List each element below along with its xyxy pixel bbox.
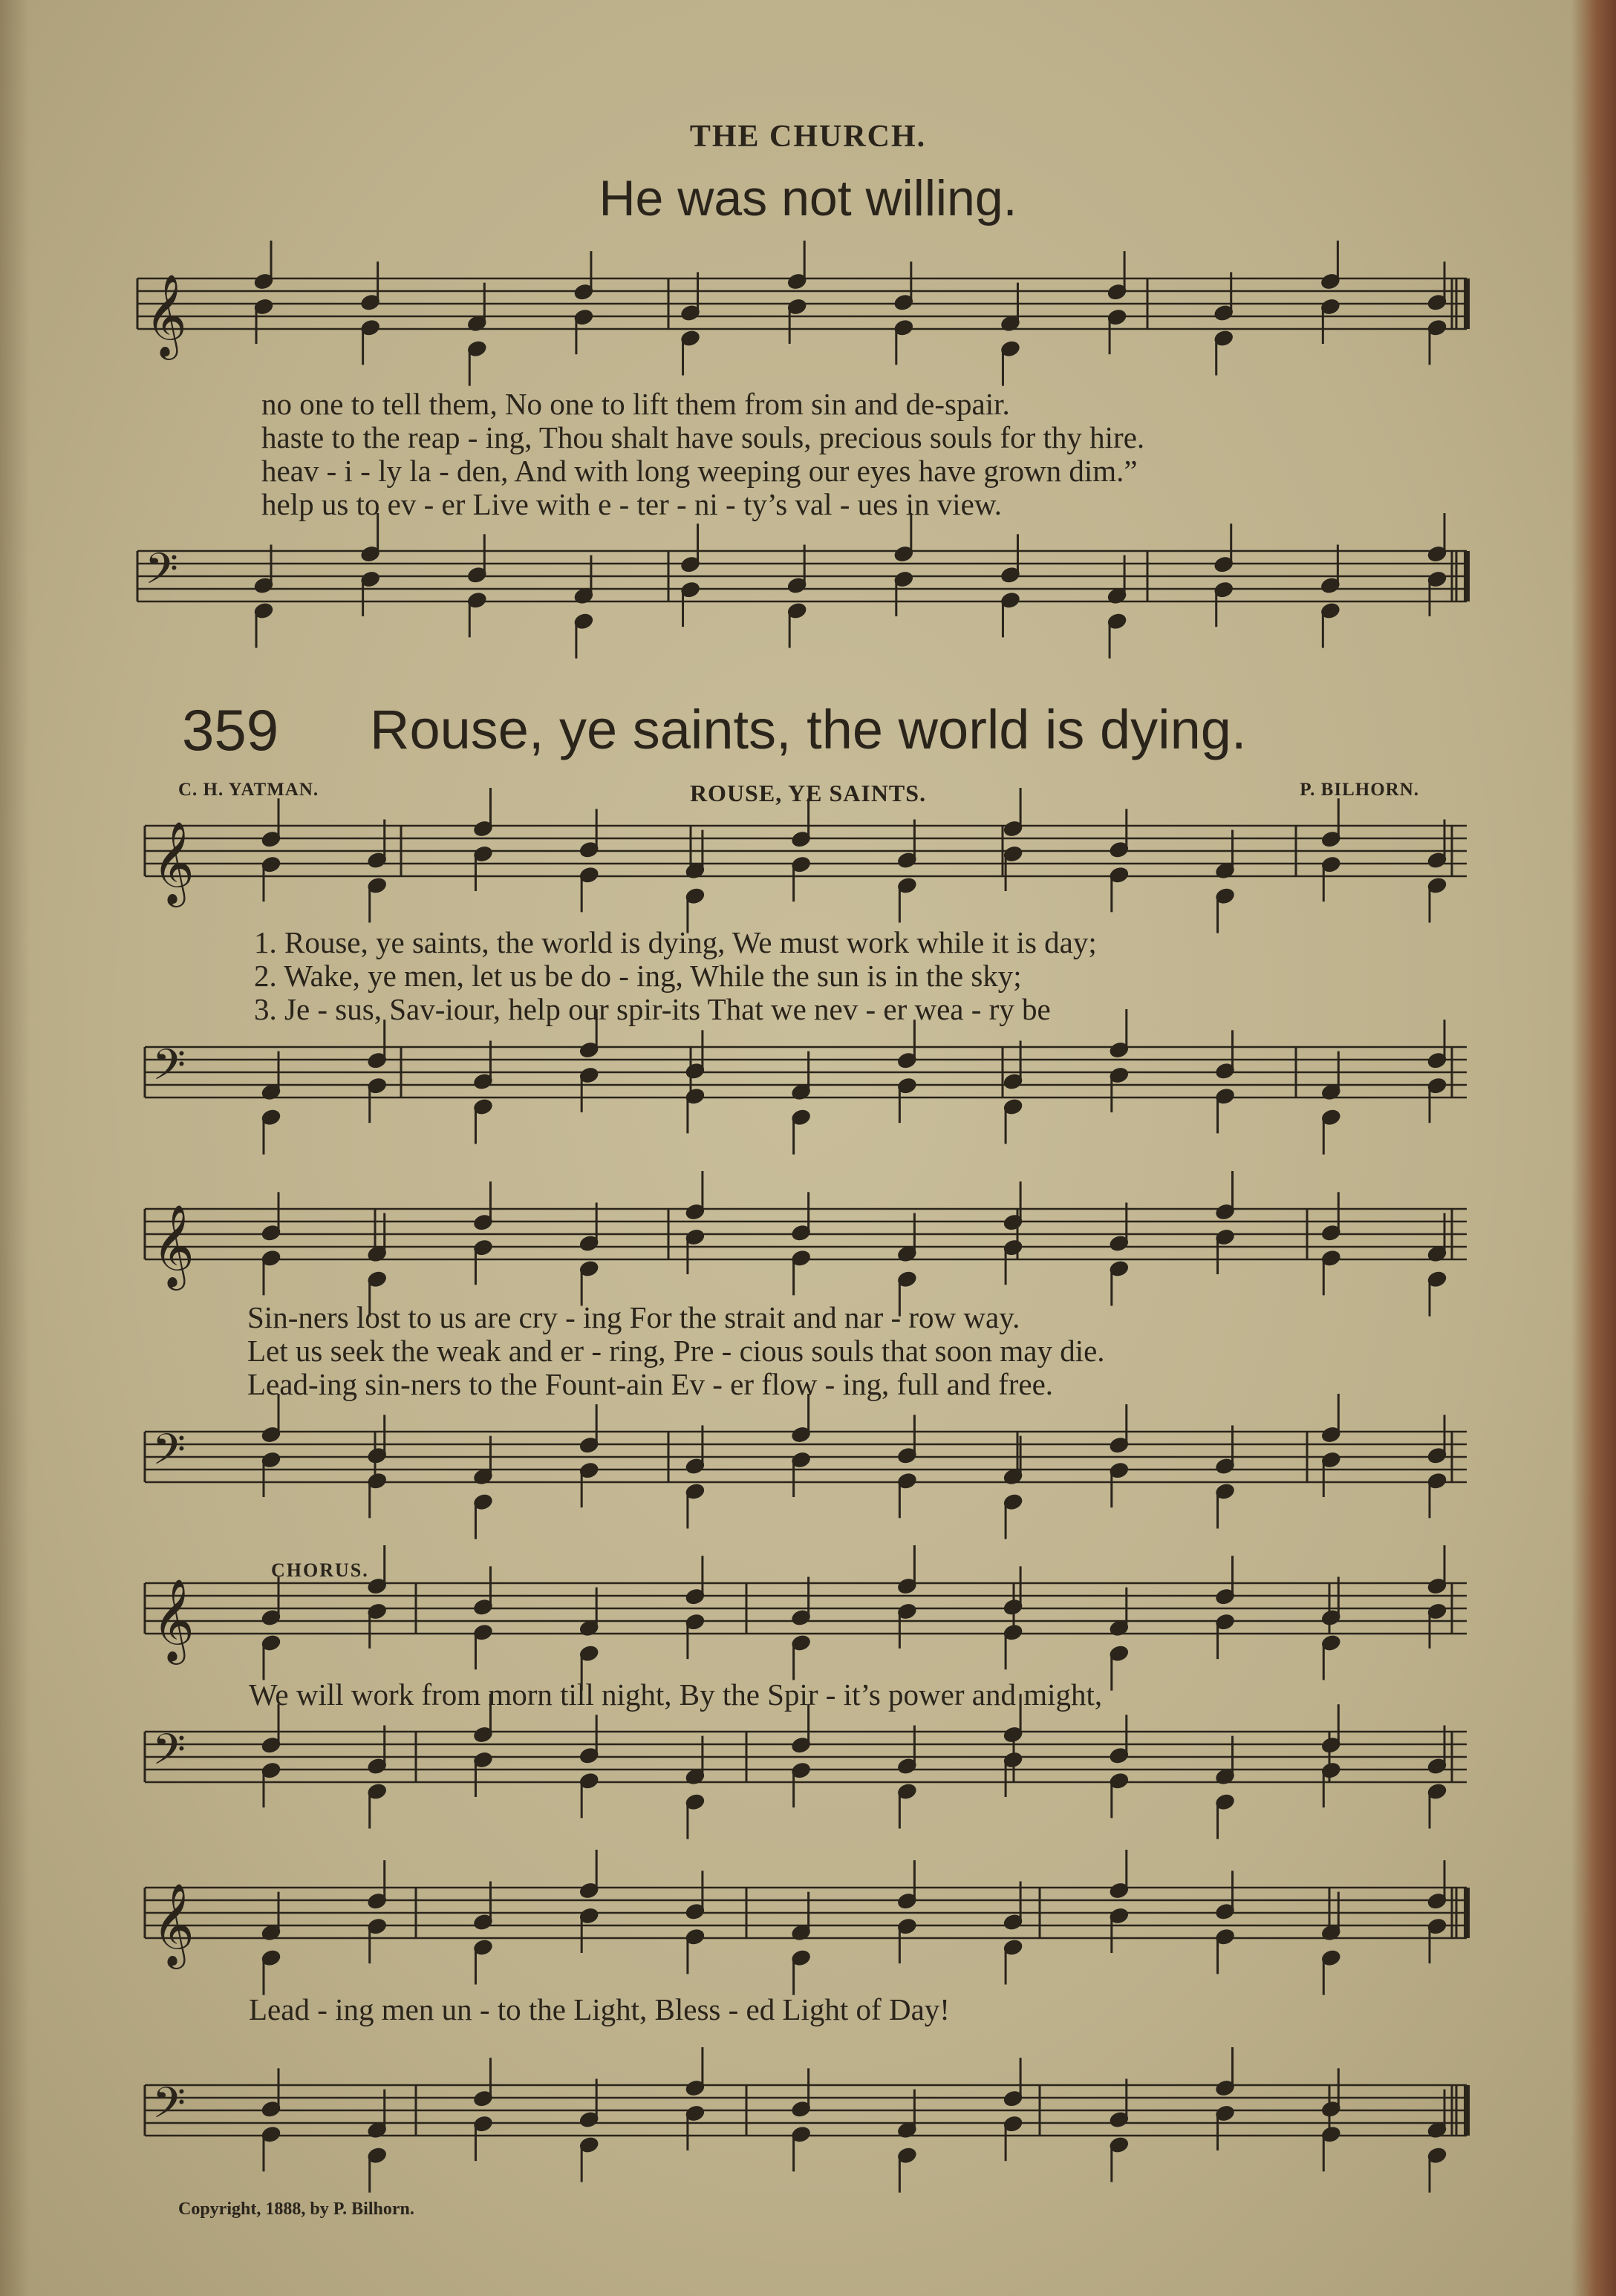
prev-verse-1: no one to tell them, No one to lift them from sin and de-spair.: [261, 387, 1010, 421]
bass-clef-icon: 𝄢: [145, 544, 179, 604]
section-heading: THE CHURCH.: [689, 120, 927, 154]
verse-line-2: 2. Wake, ye men, let us be do - ing, While the sun is in the sky;: [254, 959, 1022, 993]
composer-credit: P. BILHORN.: [1300, 780, 1419, 800]
chorus-label: CHORUS.: [271, 1559, 369, 1581]
previous-hymn-title: He was not willing.: [599, 170, 1017, 226]
verse-line-6: Lead-ing sin-ners to the Fount-ain Ev - er flow - ing, full and free.: [247, 1367, 1054, 1401]
verse-line-3: 3. Je - sus, Sav-iour, help our spir-its That we nev - er wea - ry be: [254, 992, 1051, 1026]
hymn-number: 359: [182, 697, 279, 763]
prev-verse-3: heav - i - ly la - den, And with long weeping our eyes have grown dim.”: [261, 454, 1138, 488]
hymn-title: Rouse, ye saints, the world is dying.: [370, 699, 1247, 760]
chorus-line-2: Lead - ing men un - to the Light, Bless - ed Light of Day!: [249, 1992, 950, 2026]
bass-clef-icon: 𝄢: [152, 1424, 186, 1485]
treble-clef-icon: 𝄞: [152, 821, 195, 904]
bass-clef-icon: 𝄢: [152, 1040, 186, 1100]
verse-line-4: Sin-ners lost to us are cry - ing For the strait and nar - row way.: [247, 1300, 1020, 1334]
bass-clef-icon: 𝄢: [152, 2078, 186, 2139]
bass-clef-icon: 𝄢: [152, 1724, 186, 1785]
copyright-notice: Copyright, 1888, by P. Bilhorn.: [178, 2199, 414, 2219]
verse-line-1: 1. Rouse, ye saints, the world is dying, We must work while it is day;: [254, 925, 1097, 959]
treble-clef-icon: 𝄞: [152, 1204, 195, 1287]
prev-verse-2: haste to the reap - ing, Thou shalt have souls, precious souls for thy hire.: [261, 420, 1145, 454]
chorus-line-1: We will work from morn till night, By the Spir - it’s power and might,: [249, 1677, 1103, 1712]
treble-clef-icon: 𝄞: [152, 1578, 195, 1661]
prev-verse-4: help us to ev - er Live with e - ter - ni - ty’s val - ues in view.: [261, 487, 1003, 521]
treble-clef-icon: 𝄞: [145, 273, 187, 356]
verse-line-5: Let us seek the weak and er - ring, Pre - cious souls that soon may die.: [247, 1334, 1105, 1368]
treble-clef-icon: 𝄞: [152, 1882, 195, 1966]
author-credit: C. H. YATMAN.: [178, 780, 319, 800]
tune-name: ROUSE, YE SAINTS.: [689, 780, 927, 806]
